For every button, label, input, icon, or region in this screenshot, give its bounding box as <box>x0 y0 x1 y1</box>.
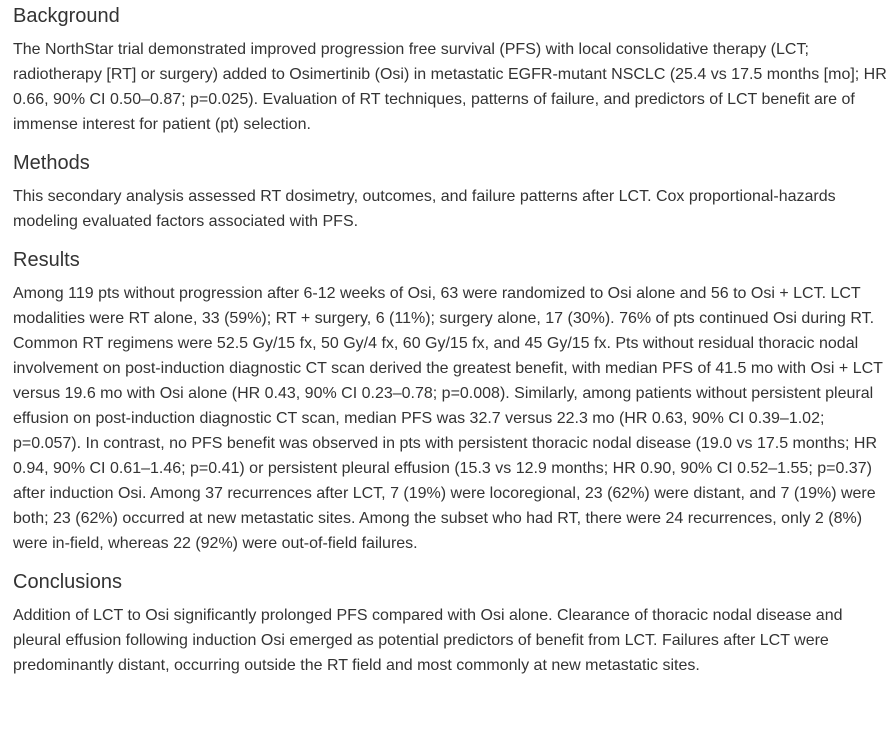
background-section <box>13 4 890 137</box>
conclusions-heading: Conclusions <box>13 571 122 593</box>
background-heading: Background <box>13 5 120 27</box>
background-text: The NorthStar trial demonstrated improved progression free survival (PFS) with local consolidative therapy (LCT; radiotherapy [RT] or surgery) added to Osimertinib (Osi) in metastatic EGFR-mutant NSCLC (25.4 vs 17.5 months [mo]; HR 0.66, 90% CI 0.50–0.87; p=0.025). Evaluation of RT techniques, patterns of failure, and predictors of LCT benefit are of immense interest for patient (pt) selection. <box>13 41 887 133</box>
results-text: Among 119 pts without progression after 6-12 weeks of Osi, 63 were randomized to Osi alone and 56 to Osi + LCT. LCT modalities were RT alone, 33 (59%); RT + surgery, 6 (11%); surgery alone, 17 (30%). 76% of pts continued Osi during RT. Common RT regimens were 52.5 Gy/15 fx, 50 Gy/4 fx, 60 Gy/15 fx, and 45 Gy/15 fx. Pts without residual thoracic nodal involvement on post-induction diagnostic CT scan derived the greatest benefit, with median PFS of 41.5 mo with Osi + LCT versus 19.6 mo with Osi alone (HR 0.43, 90% CI 0.23–0.78; p=0.008). Similarly, among patients without persistent pleural effusion on post-induction diagnostic CT scan, median PFS was 32.7 versus 22.3 mo (HR 0.63, 90% CI 0.39–1.02; p=0.057). In contrast, no PFS benefit was observed in pts with persistent thoracic nodal disease (19.0 vs 17.5 months; HR 0.94, 90% CI 0.61–1.46; p=0.41) or persistent pleural effusion (15.3 vs 12.9 months; HR 0.90, 90% CI 0.52–1.55; p=0.37) after induction Osi. Among 37 recurrences after LCT, 7 (19%) were locoregional, 23 (62%) were distant, and 7 (19%) were both; 23 (62%) occurred at new metastatic sites. Among the subset who had RT, there were 24 recurrences, only 2 (8%) were in-field, whereas 22 (92%) were out-of-field failures. <box>13 285 883 552</box>
methods-heading: Methods <box>13 152 90 174</box>
methods-section <box>13 151 890 234</box>
conclusions-text: Addition of LCT to Osi significantly prolonged PFS compared with Osi alone. Clearance of thoracic nodal disease and pleural effusion following induction Osi emerged as potential predictors of benefit from LCT. Failures after LCT were predominantly distant, occurring outside the RT field and most commonly at new metastatic sites. <box>13 607 843 674</box>
results-heading: Results <box>13 249 80 271</box>
methods-text: This secondary analysis assessed RT dosimetry, outcomes, and failure patterns after LCT. Cox proportional-hazards modeling evaluated factors associated with PFS. <box>13 188 836 230</box>
results-section <box>13 248 890 556</box>
conclusions-section <box>13 570 890 678</box>
